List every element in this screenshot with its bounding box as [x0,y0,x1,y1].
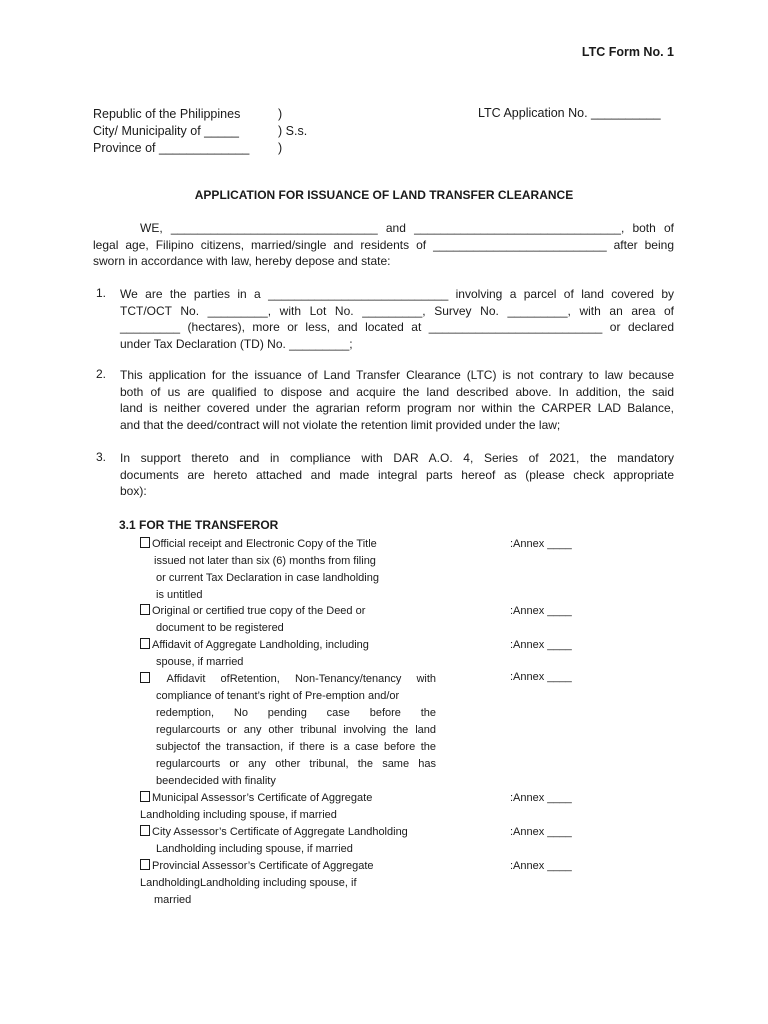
annex-field[interactable]: :Annex ____ [510,671,572,683]
requirement-provincial-assessor [140,858,440,909]
requirement-line: redemption, No pending case before the [156,707,436,719]
annex-field[interactable]: :Annex ____ [510,605,572,617]
checkbox[interactable] [140,825,150,836]
requirement-line: subjectof the transaction, if there is a case before the [156,741,436,753]
intro-line-2: legal age, Filipino citizens, married/single and residents of __________________________ after being [93,237,674,252]
item-1-number: 1. [96,286,107,300]
requirement-affidavit-aggregate [140,637,440,671]
item-2-number: 2. [96,367,107,381]
item-3-text [120,450,674,500]
annex-field[interactable]: :Annex ____ [510,826,572,838]
transferor-heading: 3.1 FOR THE TRANSFEROR [119,518,279,532]
requirement-label: City Assessor’s Certificate of Aggregate Landholding [152,826,408,838]
annex-field[interactable]: :Annex ____ [510,639,572,651]
checkbox[interactable] [140,638,150,649]
application-number: LTC Application No. __________ [478,106,661,120]
requirement-affidavit-retention [140,671,436,790]
item-2-line: This application for the issuance of Land Transfer Clearance (LTC) is not contrary to law because [120,368,674,382]
item-2-text [120,367,674,433]
requirement-line: document to be registered [156,622,284,634]
item-3-line: documents are hereto attached and made integral parts hereof as (please check appropriate [120,467,674,482]
item-3-number: 3. [96,450,107,464]
item-2-line: land is neither covered under the agrarian reform program nor within the CARPER LAD Balance, [120,401,674,415]
item-1-line: We are the parties in a ___________________________ involving a parcel of land covered by [120,287,674,301]
requirement-label: Official receipt and Electronic Copy of the Title [152,538,377,550]
requirement-line: married [154,894,192,906]
checkbox[interactable] [140,537,150,548]
requirement-line: issued not later than six (6) months from filing [154,555,376,567]
annex-field[interactable]: :Annex ____ [510,792,572,804]
item-2-line: both of us are qualified to dispose and acquire the land described above. In addition, the said [120,384,674,399]
requirement-label: Municipal Assessor’s Certificate of Aggregate [152,792,373,804]
item-3-line: In support thereto and in compliance with DAR A.O. 4, Series of 2021, the mandatory [120,451,674,465]
form-number: LTC Form No. 1 [581,45,674,59]
annex-field[interactable]: :Annex ____ [510,538,572,550]
requirement-line: Landholding including spouse, if married [140,809,337,821]
paren-3: ) [278,141,283,155]
paren-ss: ) S.s. [278,124,308,138]
requirement-city-assessor [140,824,440,858]
annex-field[interactable]: :Annex ____ [510,860,572,872]
province-line: Province of _____________ [93,141,250,155]
city-line: City/ Municipality of _____ [93,124,239,138]
republic-line: Republic of the Philippines [93,107,241,121]
requirement-label: Affidavit ofRetention, Non-Tenancy/tenancy with [166,673,437,685]
item-1-line: _________ (hectares), more or less, and located at __________________________ or declared [120,320,674,334]
requirement-official-receipt [140,536,440,604]
requirement-line: or current Tax Declaration in case landholding [156,572,379,584]
requirement-label: Affidavit of Aggregate Landholding, including [152,639,369,651]
requirement-label: Provincial Assessor’s Certificate of Aggregate [152,860,374,872]
requirement-deed [140,603,440,637]
intro-line-1: WE, _______________________________ and _______________________________, both of [140,221,674,235]
checkbox[interactable] [140,672,150,683]
item-1-line: TCT/OCT No. _________, with Lot No. _________, Survey No. _________, with an area of [120,303,674,318]
document-title: APPLICATION FOR ISSUANCE OF LAND TRANSFER CLEARANCE [194,188,574,202]
item-1-line: under Tax Declaration (TD) No. _________; [120,336,353,351]
venue-parens [278,106,307,157]
requirement-line: regularcourts or any other tribunal, the same has [156,758,436,770]
jurisdiction-block [93,106,249,157]
requirement-label: Original or certified true copy of the Deed or [152,605,366,617]
checkbox[interactable] [140,604,150,615]
requirement-line: is untitled [156,589,203,601]
item-1-text [120,286,674,352]
requirement-municipal-assessor [140,790,440,824]
requirement-line: spouse, if married [156,656,244,668]
requirement-line: Landholding including spouse, if married [156,843,353,855]
requirement-line: LandholdingLandholding including spouse, if [140,877,357,889]
requirement-line: compliance of tenant’s right of Pre-emption and/or [156,690,400,702]
intro-paragraph [93,220,674,270]
requirement-line: beendecided with finality [156,775,276,787]
checkbox[interactable] [140,791,150,802]
intro-line-3: sworn in accordance with law, hereby depose and state: [93,254,391,268]
item-3-line: box): [120,484,147,498]
requirement-line: regularcourts or any other tribunal involving the land [156,724,436,736]
paren-1: ) [278,107,283,121]
item-2-line: and that the deed/contract will not violate the retention limit provided under the law; [120,417,561,432]
checkbox[interactable] [140,859,150,870]
